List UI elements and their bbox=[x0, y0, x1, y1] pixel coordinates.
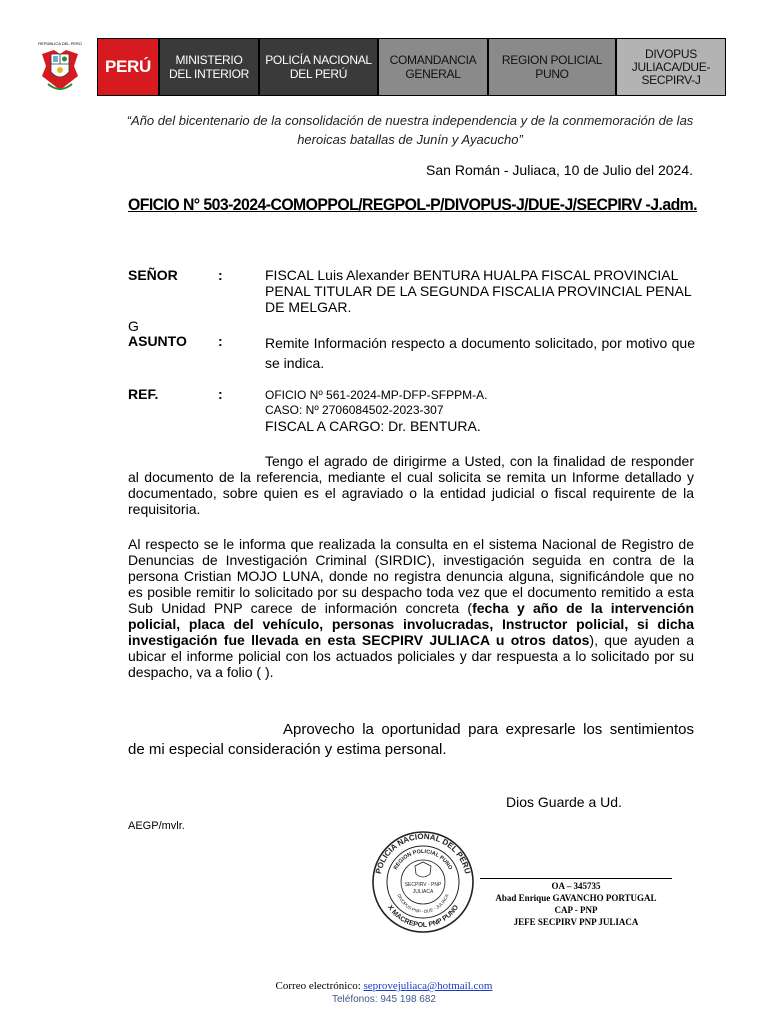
ref-label: REF. bbox=[128, 386, 159, 402]
document-initials: AEGP/mvlr. bbox=[128, 820, 185, 832]
header-policia-box: POLICÍA NACIONAL DEL PERÚ bbox=[259, 38, 378, 96]
peru-coat-of-arms-icon bbox=[34, 40, 86, 96]
header-divopus-box: DIVOPUS JULIACA/DUE-SECPIRV-J bbox=[616, 38, 726, 96]
ref-line-2: CASO: Nº 2706084502-2023-307 bbox=[265, 403, 444, 417]
signature-line-2: Abad Enrique GAVANCHO PORTUGAL bbox=[495, 893, 657, 903]
asunto-value: Remite Información respecto a documento solicitado, por motivo que se indica. bbox=[265, 335, 695, 371]
asunto-label: ASUNTO bbox=[128, 333, 187, 349]
crest-caption: REPÚBLICA DEL PERÚ bbox=[38, 41, 82, 46]
footer-email-label: Correo electrónico: bbox=[275, 980, 364, 992]
header-ministerio-box: MINISTERIO DEL INTERIOR bbox=[159, 38, 259, 96]
ref-colon: : bbox=[218, 386, 223, 402]
senor-colon: : bbox=[218, 267, 223, 283]
seal-lower-inner-text: DIVOPUS PNP - DUE - JULIACA bbox=[396, 893, 450, 915]
signature-line-3: CAP - PNP bbox=[554, 905, 598, 915]
closing-salutation: Dios Guarde a Ud. bbox=[506, 794, 622, 810]
header-peru-box: PERÚ bbox=[97, 38, 159, 96]
seal-center-line-1: SECPIRV - PNP bbox=[404, 882, 442, 888]
seal-inner-text: REGION POLICIAL PUNO bbox=[392, 848, 454, 871]
footer-email-line bbox=[0, 980, 768, 992]
senor-value: FISCAL Luis Alexander BENTURA HUALPA FISCAL PROVINCIAL PENAL TITULAR DE LA SEGUNDA FISCALIA PROVINCIAL PENAL DE MELGAR. bbox=[265, 267, 692, 315]
police-seal-stamp bbox=[368, 828, 478, 936]
body-paragraph-2-end: ), que ayuden a ubicar el informe policial con los actuados policiales y dar respuesta a lo solicitado por su despacho, va a folio ( ). bbox=[128, 632, 695, 680]
senor-label: SEÑOR bbox=[128, 267, 178, 283]
seal-bottom-text: X MACREPOL PNP PUNO bbox=[385, 904, 461, 930]
body-paragraph-2-start: Al respecto se le informa que realizada la consulta en el sistema Nacional de Registro de Denuncias de Investigación Criminal (SIRDIC), investigación seguida en contra de la persona Cristian MOJO LUNA, donde no registra denuncia alguna, significándole que no es posible remitir lo solicitado por su despacho toda vez que el documento remitido a esta Sub Unidad PNP carece de información concreta ( bbox=[128, 536, 694, 616]
seal-outer-text: POLICIA NACIONAL DEL PERÚ bbox=[373, 831, 473, 875]
header-comandancia-box: COMANDANCIA GENERAL bbox=[378, 38, 488, 96]
asunto-colon: : bbox=[218, 333, 223, 349]
body-paragraph-2-bold: fecha y año de la intervención policial, placa del vehículo, personas involucradas, Instructor policial, si dicha investigación fue llevada en esta SECPIRV JULIACA u otros datos bbox=[128, 600, 694, 648]
year-motto: “Año del bicentenario de la consolidación de nuestra independencia y de la conmemoración de las heroicas batallas de Junín y Ayacucho” bbox=[126, 113, 694, 147]
footer-email-link[interactable]: seprovejuliaca@hotmail.com bbox=[363, 980, 493, 992]
body-paragraph-3: Aprovecho la oportunidad para expresarle los sentimientos de mi especial consideración y estima personal. bbox=[128, 721, 694, 758]
oficio-title: OFICIO N° 503-2024-COMOPPOL/REGPOL-P/DIVOPUS-J/DUE-J/SECPIRV -J.adm. bbox=[128, 195, 698, 214]
header-region-box: REGION POLICIAL PUNO bbox=[488, 38, 616, 96]
ref-line-3: FISCAL A CARGO: Dr. BENTURA. bbox=[265, 418, 481, 434]
signature-line-4: JEFE SECPIRV PNP JULIACA bbox=[513, 917, 639, 927]
footer-phone: Teléfonos: 945 198 682 bbox=[332, 994, 436, 1005]
signature-block bbox=[480, 880, 672, 928]
document-date: San Román - Juliaca, 10 de Julio del 2024. bbox=[426, 162, 693, 178]
seal-center-line-2: JULIACA bbox=[412, 889, 434, 895]
stray-character: G bbox=[128, 318, 139, 334]
signature-line-1: OA – 345735 bbox=[551, 881, 601, 891]
ref-line-1: OFICIO Nº 561-2024-MP-DFP-SFPPM-A. bbox=[265, 388, 488, 402]
signature-rule bbox=[480, 878, 672, 879]
body-paragraph-2 bbox=[128, 536, 694, 680]
body-paragraph-1: Tengo el agrado de dirigirme a Usted, con la finalidad de responder al documento de la referencia, mediante el cual solicita se remita un Informe detallado y documentado, sobre quien es el agraviado o la entidad judicial o fiscal requirente de la requisitoria. bbox=[128, 453, 694, 517]
